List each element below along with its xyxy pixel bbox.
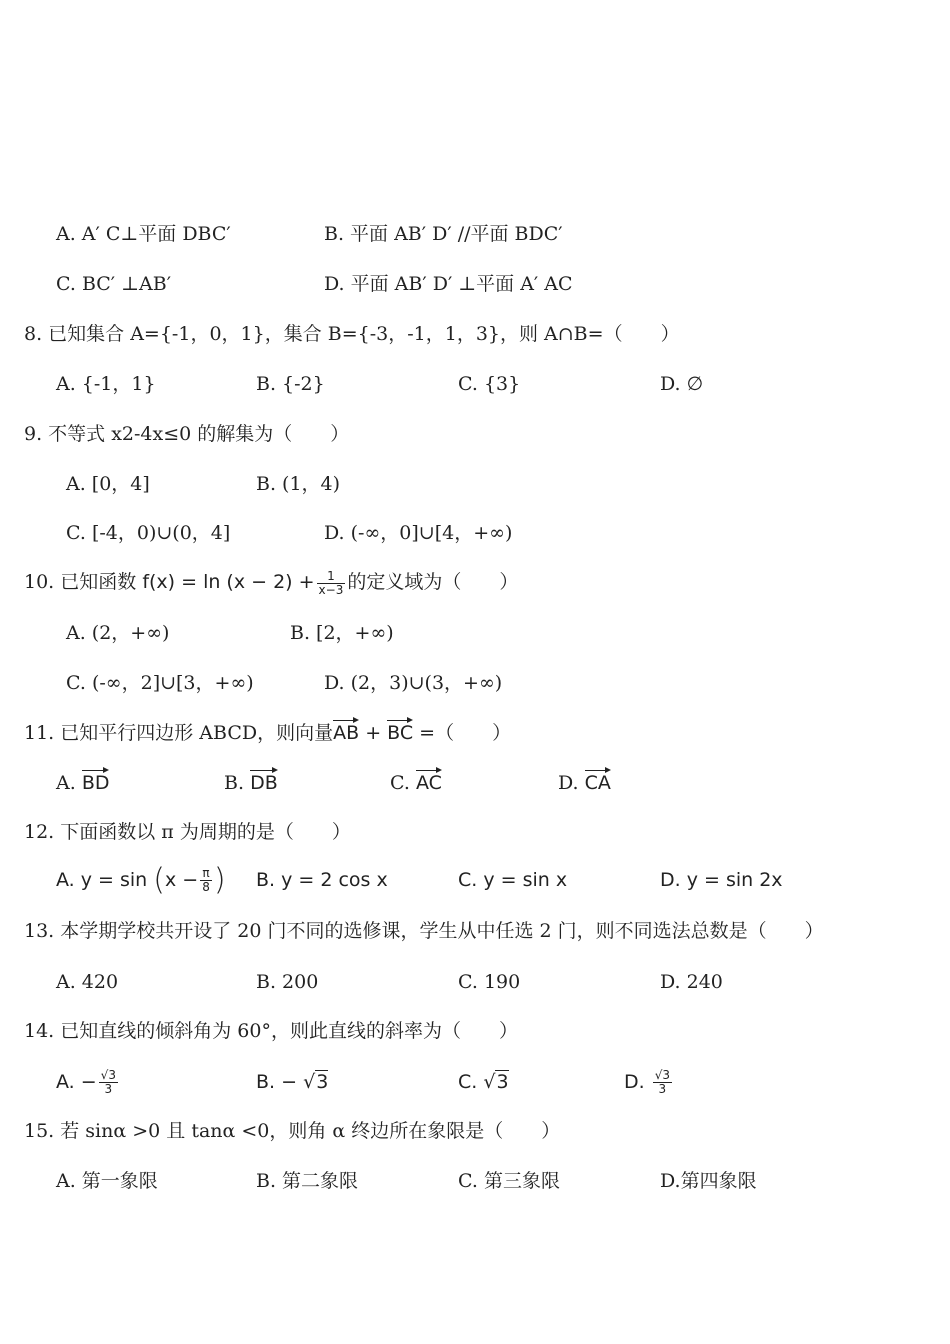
q11-option-a-vector: BD: [82, 767, 110, 799]
q8-options-row: [0, 368, 950, 408]
q12-stem: 12. 下面函数以 π 为周期的是（ ）: [24, 821, 351, 843]
q10-fraction-numerator: 1: [317, 570, 346, 584]
q11-stem: [24, 717, 511, 749]
q9-options-row-1: [0, 468, 950, 508]
q12-option-a: [56, 864, 226, 897]
q9-option-d: D. (-∞，0]∪[4，+∞): [324, 522, 513, 544]
q11-option-b-label: B.: [224, 772, 245, 794]
q10-fraction-denominator: x−3: [318, 582, 344, 597]
q10-stem-row: [0, 566, 950, 606]
q8-stem: 8. 已知集合 A={-1，0，1}，集合 B={-3，-1，1，3}，则 A∩B=（ ）: [24, 323, 680, 345]
q11-option-d: [558, 767, 611, 799]
q14-option-b-label: B.: [256, 1071, 276, 1093]
q10-option-d: D. (2，3)∪(3，+∞): [324, 672, 503, 694]
q15-stem-row: [0, 1115, 950, 1155]
q12-options-row: [0, 864, 950, 904]
q10-option-a: A. (2，+∞): [66, 622, 170, 644]
q15-option-c: C. 第三象限: [458, 1170, 560, 1192]
q13-option-c: C. 190: [458, 971, 521, 993]
q7-option-c: C. BC′ ⊥AB′: [56, 273, 172, 295]
q8-option-d: D. ∅: [660, 373, 704, 395]
q9-options-row-2: [0, 517, 950, 557]
q14-option-c: C. √3: [458, 1071, 509, 1093]
q10-fraction: [317, 570, 346, 597]
q13-options-row: [0, 966, 950, 1006]
q11-plus: +: [359, 722, 388, 744]
q13-option-d: D. 240: [660, 971, 723, 993]
q11-option-b: [224, 767, 278, 799]
q14-option-a-sign: −: [80, 1071, 97, 1093]
q9-stem: 9. 不等式 x2-4x≤0 的解集为（ ）: [24, 423, 350, 445]
q12-stem-row: [0, 816, 950, 856]
q14-option-d: [624, 1066, 674, 1098]
q7-options-row-1: [0, 218, 950, 258]
q11-option-d-label: D.: [558, 772, 579, 794]
q14-stem-row: [0, 1015, 950, 1055]
q11-option-c: [390, 767, 442, 799]
q15-option-b: B. 第二象限: [256, 1170, 359, 1192]
q10-stem-prefix: 10. 已知函数: [24, 571, 137, 593]
q9-option-b: B. (1，4): [256, 473, 341, 495]
q9-option-c: C. [-4，0)∪(0，4]: [66, 522, 231, 544]
q11-option-c-vector: AC: [416, 767, 442, 799]
q11-option-d-vector: CA: [585, 767, 611, 799]
q14-option-c-label: C.: [458, 1071, 478, 1093]
q8-option-c: C. {3}: [458, 373, 521, 395]
q10-formula: f(x) = ln (x − 2) +: [142, 571, 315, 593]
q15-option-a: A. 第一象限: [56, 1170, 158, 1192]
q14-option-a-num: √3: [100, 1068, 116, 1082]
q8-stem-row: [0, 318, 950, 358]
q11-stem-prefix: 11. 已知平行四边形 ABCD，则向量: [24, 722, 334, 744]
q12-option-a-inner: x −: [164, 869, 199, 891]
q15-stem: 15. 若 sinα >0 且 tanα <0，则角 α 终边所在象限是（ ）: [24, 1120, 561, 1142]
q8-option-b: B. {-2}: [256, 373, 325, 395]
q15-options-row: [0, 1165, 950, 1205]
q11-stem-row: [0, 717, 950, 757]
q14-option-d-fraction: [653, 1069, 672, 1096]
q10-option-b: B. [2，+∞): [290, 622, 394, 644]
q14-option-a: [56, 1066, 120, 1098]
q9-stem-row: [0, 418, 950, 458]
q13-option-b: B. 200: [256, 971, 319, 993]
q14-option-b-root: 3: [316, 1071, 329, 1093]
q14-option-d-label: D.: [624, 1071, 645, 1093]
q12-option-c: C. y = sin x: [458, 869, 568, 891]
q9-option-a: A. [0，4]: [66, 473, 150, 495]
q11-options-row: [0, 767, 950, 807]
q11-vector-bc: BC: [387, 717, 413, 749]
q14-option-c-root: 3: [496, 1071, 509, 1093]
q10-option-c: C. (-∞，2]∪[3，+∞): [66, 672, 254, 694]
q12-option-a-rparen: ): [213, 862, 226, 898]
q14-option-a-den: 3: [104, 1082, 113, 1096]
q8-option-a: A. {-1，1}: [56, 373, 156, 395]
q12-option-b: B. y = 2 cos x: [256, 869, 388, 891]
q7-options-row-2: [0, 268, 950, 308]
q12-option-a-frac-num: π: [200, 867, 212, 881]
q7-option-a: A. A′ C⊥平面 DBC′: [56, 223, 231, 245]
q11-stem-suffix: =（ ）: [413, 722, 512, 744]
q10-stem: [24, 566, 518, 598]
q7-option-b: B. 平面 AB′ D′ //平面 BDC′: [324, 223, 563, 245]
q14-option-d-den: 3: [658, 1082, 667, 1096]
q11-vector-ab: AB: [333, 717, 359, 749]
q15-option-d: D.第四象限: [660, 1170, 757, 1192]
q10-options-row-1: [0, 617, 950, 657]
q10-stem-suffix: 的定义域为（ ）: [347, 571, 519, 593]
q12-option-a-prefix: A. y = sin: [56, 869, 148, 891]
q10-options-row-2: [0, 667, 950, 707]
q13-option-a: A. 420: [56, 971, 119, 993]
q13-stem: 13. 本学期学校共开设了 20 门不同的选修课，学生从中任选 2 门，则不同选法总数是（ ）: [24, 920, 824, 942]
q13-stem-row: [0, 915, 950, 955]
q14-option-a-fraction: [99, 1069, 118, 1096]
q14-option-d-num: √3: [654, 1068, 670, 1082]
q14-options-row: [0, 1066, 950, 1106]
q14-option-b: B. − √3: [256, 1071, 329, 1093]
q11-option-a: [56, 767, 109, 799]
q11-option-c-label: C.: [390, 772, 410, 794]
q12-option-a-fraction: [200, 867, 212, 894]
q12-option-d: D. y = sin 2x: [660, 869, 783, 891]
q11-option-b-vector: DB: [250, 767, 278, 799]
q12-option-a-lparen: (: [153, 862, 165, 898]
q14-option-b-sign: −: [281, 1071, 304, 1093]
q14-option-a-label: A.: [56, 1071, 75, 1093]
q12-option-a-frac-den: 8: [202, 880, 210, 894]
q14-stem: 14. 已知直线的倾斜角为 60°，则此直线的斜率为（ ）: [24, 1020, 518, 1042]
q11-option-a-label: A.: [56, 772, 76, 794]
q7-option-d: D. 平面 AB′ D′ ⊥平面 A′ AC: [324, 273, 573, 295]
